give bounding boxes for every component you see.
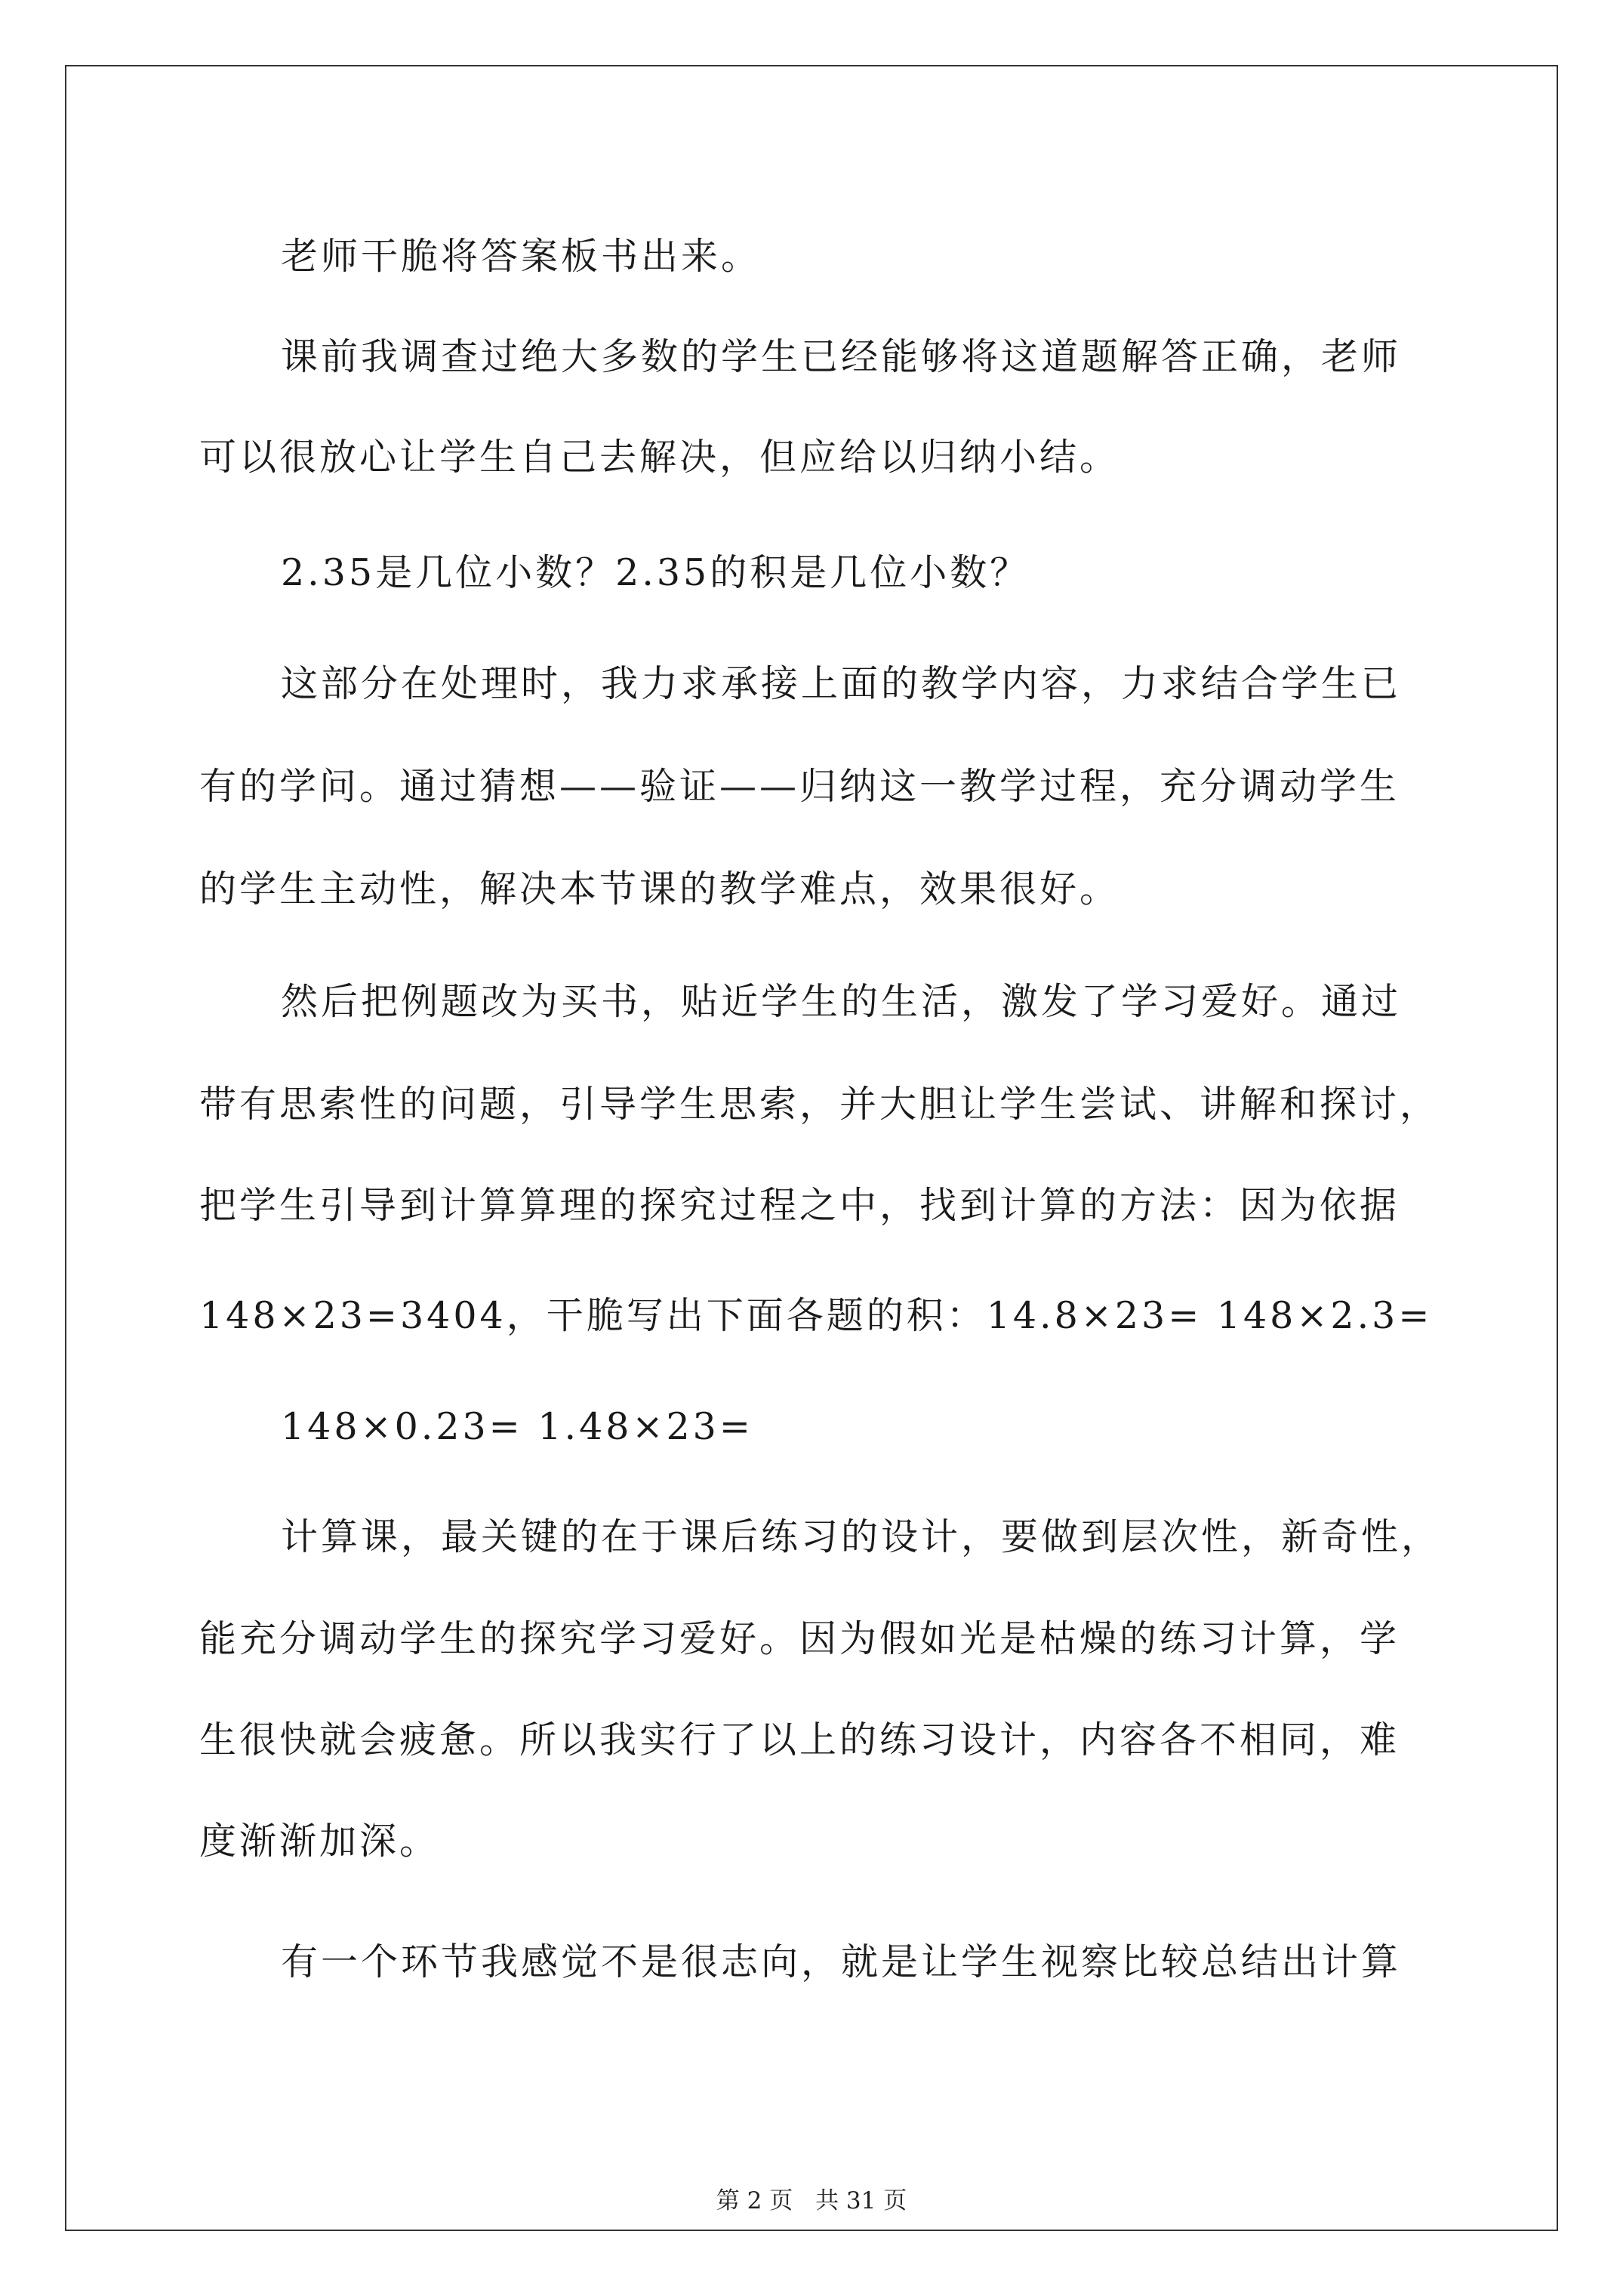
text-line: 计算课，最关键的在于课后练习的设计，要做到层次性，新奇性， <box>281 1515 1442 1558</box>
text-line: 老师干脆将答案板书出来。 <box>281 235 762 278</box>
text-line: 148×23=3404，干脆写出下面各题的积：14.8×23= 148×2.3= <box>199 1294 1433 1337</box>
page-border <box>65 65 1558 2231</box>
text-line: 然后把例题改为买书，贴近学生的生活，激发了学习爱好。通过 <box>281 980 1402 1023</box>
page-number: 第 2 页 <box>716 2187 793 2214</box>
page-total: 共 31 页 <box>815 2187 907 2214</box>
text-line: 课前我调查过绝大多数的学生已经能够将这道题解答正确，老师 <box>281 335 1402 378</box>
text-line: 带有思索性的问题，引导学生思索，并大胆让学生尝试、讲解和探讨， <box>199 1083 1440 1126</box>
text-line: 度渐渐加深。 <box>199 1820 440 1863</box>
text-line: 可以很放心让学生自己去解决，但应给以归纳小结。 <box>199 436 1120 479</box>
text-line: 生很快就会疲惫。所以我实行了以上的练习设计，内容各不相同，难 <box>199 1718 1400 1761</box>
text-line: 这部分在处理时，我力求承接上面的教学内容，力求结合学生已 <box>281 662 1402 705</box>
text-line: 2.35是几位小数？2.35的积是几位小数？ <box>281 551 1030 594</box>
text-line: 有一个环节我感觉不是很志向，就是让学生视察比较总结出计算 <box>281 1940 1402 1983</box>
text-line: 有的学问。通过猜想——验证——归纳这一教学过程，充分调动学生 <box>199 765 1400 808</box>
text-line: 能充分调动学生的探究学习爱好。因为假如光是枯燥的练习计算，学 <box>199 1617 1400 1660</box>
page-footer <box>0 2186 1623 2216</box>
text-line: 的学生主动性，解决本节课的教学难点，效果很好。 <box>199 868 1120 911</box>
text-line: 148×0.23= 1.48×23= <box>281 1405 753 1448</box>
text-line: 把学生引导到计算算理的探究过程之中，找到计算的方法：因为依据 <box>199 1184 1400 1227</box>
